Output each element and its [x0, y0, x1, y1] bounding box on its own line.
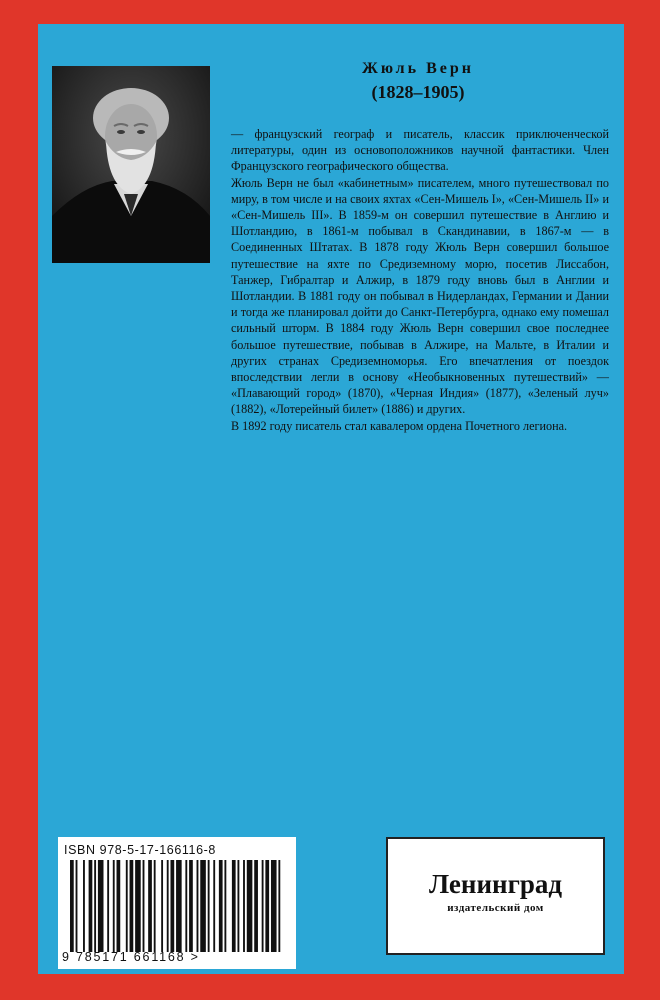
barcode-bar	[185, 860, 187, 952]
barcode-bar	[232, 860, 236, 952]
bio-paragraph: В 1892 году писатель стал кавалером ордена Почетного легиона.	[231, 418, 568, 433]
barcode-bar	[143, 860, 145, 952]
barcode-bar	[213, 860, 215, 952]
isbn-number: ISBN 978-5-17-166116-8	[64, 843, 216, 857]
back-cover-panel	[38, 24, 624, 974]
bio-paragraph: Жюль Верн не был «кабинетным» писателем, много путешествовал по миру, в том числе и на своих яхтах «Сен-Мишель I», «Сен-Мишель II» и «Сен-Мишель III». В 1859-м он совершил путешествие в Англию и Шотландию, в 1861-м побывал в Скандинавии, в 1867-м — в Соединенных Штатах. В 1878 году Жюль Верн совершил большое путешествие на яхте по Средиземному морю, посетив Лиссабон, Танжер, Гибралтар и Алжир, в 1879 году вновь был в Англии и Шотландии. В 1881 году он побывал в Нидерландах, Германии и Дании и тогда же планировал дойти до Санкт-Петербурга, однако ему помешал сильный шторм. В 1884 году Жюль Верн совершил свое последнее большое путешествие, побывав в Алжире, на Мальте, в Италии и других странах Средиземноморья. Его впечатления от поездок впоследствии легли в основу «Необыкновенных путешествий» — «Плавающий город» (1870), «Черная Индия» (1877), «Зеленый луч» (1882), «Лотерейный билет» (1886) и других.	[231, 175, 609, 417]
barcode-bar	[76, 860, 78, 952]
barcode-bar	[200, 860, 206, 952]
barcode-bar	[161, 860, 163, 952]
barcode-bar	[148, 860, 152, 952]
barcode-bar	[271, 860, 277, 952]
barcode-bar	[176, 860, 182, 952]
barcode-bars	[70, 860, 284, 952]
barcode-bar	[189, 860, 193, 952]
barcode-bar	[278, 860, 280, 952]
author-portrait-image	[52, 66, 210, 263]
isbn-barcode	[58, 837, 296, 969]
author-biography	[231, 126, 609, 434]
barcode-bar	[154, 860, 156, 952]
barcode-bar	[70, 860, 74, 952]
barcode-bar	[170, 860, 174, 952]
barcode-bar	[130, 860, 134, 952]
barcode-digits: 9 785171 661168 >	[62, 950, 200, 964]
barcode-bar	[113, 860, 115, 952]
barcode-bar	[224, 860, 226, 952]
barcode-bar	[265, 860, 269, 952]
barcode-bar	[135, 860, 141, 952]
barcode-bar	[219, 860, 223, 952]
barcode-bar	[208, 860, 210, 952]
publisher-subtitle: издательский дом	[447, 902, 544, 914]
publisher-name: Ленинград	[428, 869, 563, 899]
barcode-bar	[98, 860, 104, 952]
publisher-logo	[386, 837, 605, 955]
barcode-bar	[197, 860, 199, 952]
barcode-bar	[117, 860, 121, 952]
bio-paragraph: — французский географ и писатель, классик приключенческой литературы, один из основоположников научной фантастики. Член Французского географического общества.	[231, 127, 609, 174]
barcode-bar	[126, 860, 128, 952]
barcode-bar	[254, 860, 258, 952]
barcode-bar	[247, 860, 253, 952]
barcode-bar	[167, 860, 169, 952]
barcode-bar	[107, 860, 109, 952]
author-years: (1828–1905)	[371, 82, 465, 102]
barcode-bar	[237, 860, 239, 952]
barcode-bar	[89, 860, 93, 952]
barcode-bar	[83, 860, 85, 952]
author-portrait	[52, 66, 210, 263]
barcode-bar	[262, 860, 264, 952]
barcode-bar	[243, 860, 245, 952]
barcode-bar	[94, 860, 96, 952]
author-name: Жюль Верн	[362, 60, 474, 77]
